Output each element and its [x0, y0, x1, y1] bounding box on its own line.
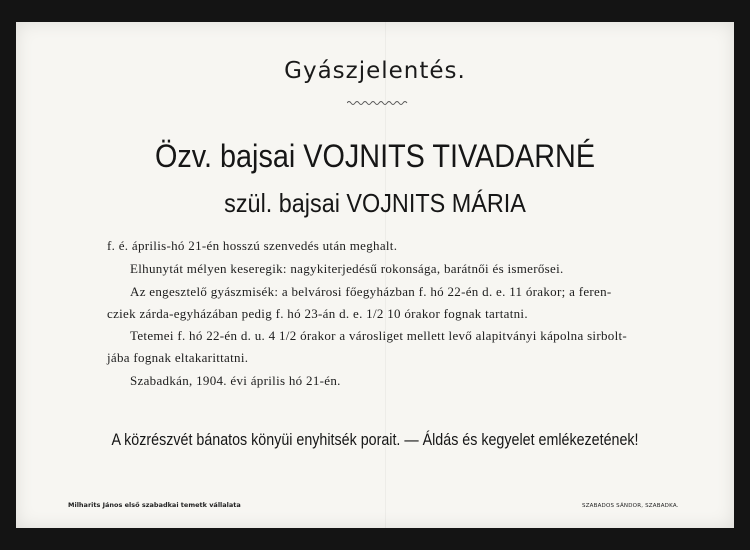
maiden-name: szül. bajsai VOJNITS MÁRIA	[224, 188, 526, 218]
closing-motto: A közrészvét bánatos könyüi enyhitsék porait. — Áldás és kegyelet emlékezetének!	[111, 430, 639, 449]
undertaker-imprint: Milharits János első szabadkai temetk vállalata	[68, 501, 241, 509]
body-line: cziek zárda-egyházában pedig f. hó 23-án d. e. 1/2 10 órakor fognak tartatni.	[107, 306, 528, 321]
body-line: f. é. április-hó 21-én hosszú szenvedés után meghalt.	[107, 238, 398, 253]
ornament-divider-icon	[347, 99, 409, 107]
body-line: Elhunytát mélyen keseregik: nagykiterjedésű rokonsága, barátnői és ismerősei.	[130, 261, 564, 276]
mourning-notice-sheet	[16, 22, 734, 528]
body-line: Tetemei f. hó 22-én d. u. 4 1/2 órakor a városliget mellett levő alapitványi kápolna sirbolt-	[130, 328, 628, 343]
body-line: Az engesztelő gyászmisék: a belvárosi főegyházban f. hó 22-én d. e. 11 órakor; a feren-	[130, 284, 612, 299]
notice-heading: Gyászjelentés.	[284, 58, 466, 84]
printer-imprint: SZABADOS SÁNDOR, SZABADKA.	[582, 503, 679, 509]
body-line: jába fognak eltakarittatni.	[107, 350, 249, 365]
deceased-name: Özv. bajsai VOJNITS TIVADARNÉ	[154, 138, 596, 174]
date-line: Szabadkán, 1904. évi április hó 21-én.	[130, 373, 341, 388]
